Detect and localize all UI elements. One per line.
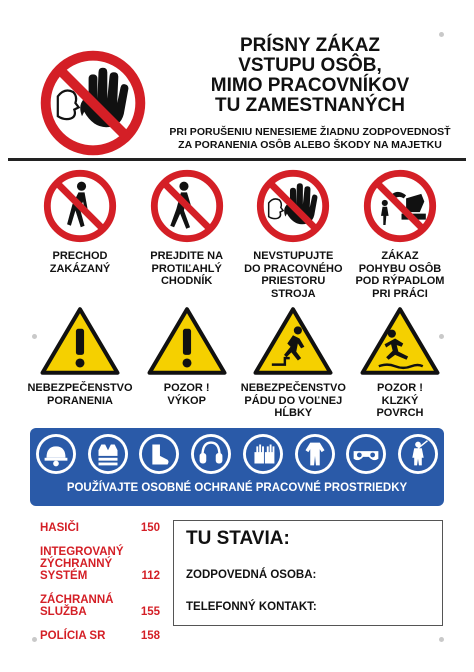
emergency-number: 155 [140, 606, 160, 618]
mounting-hole [32, 637, 37, 642]
header-subtitle-line: PRI PORUŠENIU NENESIEME ŽIADNU ZODPOVEDNOSŤ [169, 126, 451, 138]
caption-line: NEBEZPEČENSTVO [240, 382, 346, 394]
prohibition-sign-no-crossing [137, 168, 237, 300]
no-person-under-excavator-icon [362, 168, 438, 244]
ppe-panel [30, 428, 444, 506]
header-title-line: PRÍSNY ZÁKAZ [239, 35, 381, 56]
safety-vest-icon [88, 434, 128, 474]
caption-line: PRIESTORU [261, 275, 326, 287]
falling-person-warning-icon [252, 306, 334, 376]
caption-line: POZOR ! [163, 382, 210, 394]
warning-sign-slippery [350, 306, 450, 420]
warning-row [27, 306, 450, 420]
emergency-row [40, 546, 160, 582]
emergency-name-line: SLUŽBA [40, 606, 87, 618]
caption-line: POZOR ! [377, 382, 423, 394]
ppe-icon-row [36, 434, 438, 476]
header-title-line: MIMO PRACOVNÍKOV [210, 75, 410, 96]
coverall-icon [295, 434, 335, 474]
prohibition-caption [50, 250, 111, 275]
prohibition-caption [355, 250, 444, 300]
warning-sign-injury [27, 306, 133, 420]
warning-caption [164, 382, 210, 407]
caption-line: CHODNÍK [160, 275, 213, 287]
emergency-row [40, 594, 160, 618]
emergency-name [40, 630, 105, 642]
caption-line: STROJA [271, 287, 316, 300]
warning-sign-excavation [137, 306, 237, 420]
header-subtitle [160, 126, 460, 152]
emergency-number: 158 [140, 630, 160, 642]
emergency-name [40, 594, 113, 618]
header-title-line: TU ZAMESTNANÝCH [215, 95, 405, 116]
caption-line: KLZKÝ [381, 394, 419, 407]
prohibition-caption [244, 250, 342, 300]
prohibition-caption [150, 250, 223, 288]
warning-sign-fall [240, 306, 346, 420]
emergency-numbers [40, 522, 160, 642]
contact-box [173, 520, 443, 626]
caption-line: POHYBU OSÔB [358, 262, 442, 275]
emergency-name [40, 522, 79, 534]
caption-line: VÝKOP [167, 394, 206, 407]
caption-line: PORANENIA [47, 394, 114, 407]
exclamation-warning-icon [146, 306, 228, 376]
warning-caption [241, 382, 346, 420]
emergency-name-line: POLÍCIA SR [40, 630, 106, 642]
harness-icon [398, 434, 438, 474]
emergency-name [40, 546, 124, 582]
no-pedestrian-icon [42, 168, 118, 244]
caption-line: ZÁKAZ [381, 250, 419, 262]
safety-boot-icon [139, 434, 179, 474]
caption-line: PREJDITE NA [150, 250, 224, 262]
caption-line: HĹBKY [274, 407, 313, 419]
caption-line: PÁDU DO VOĽNEJ [244, 394, 343, 407]
caption-line: NEBEZPEČENSTVO [27, 382, 133, 394]
safety-goggles-icon [346, 434, 386, 474]
prohibition-sign-no-pedestrian [30, 168, 130, 300]
gloves-icon [243, 434, 283, 474]
ppe-caption: POUŽÍVAJTE OSOBNÉ OCHRANÉ PRACOVNÉ PROSTRIEDKY [66, 482, 408, 494]
mounting-hole [439, 637, 444, 642]
caption-line: PRI PRÁCI [372, 287, 428, 300]
caption-line: PROTIĽAHLÝ [151, 262, 222, 275]
prohibition-row [30, 168, 450, 300]
header-subtitle-line: ZA PORANENIA OSÔB ALEBO ŠKODY NA MAJETKU [178, 139, 442, 151]
no-entry-hand-icon [255, 168, 331, 244]
caption-line: DO PRACOVNÉHO [244, 262, 343, 275]
no-crossing-icon [149, 168, 225, 244]
responsible-person-label: ZODPOVEDNÁ OSOBA: [186, 569, 317, 581]
caption-line: PRECHOD [52, 250, 108, 262]
caption-line: POD RÝPADLOM [355, 275, 445, 287]
hard-hat-icon [36, 434, 76, 474]
caption-line: POVRCH [376, 407, 424, 419]
emergency-name-line: HASIČI [40, 522, 79, 534]
emergency-name-line: SYSTÉM [40, 570, 88, 582]
ear-protection-icon [191, 434, 231, 474]
emergency-number: 112 [141, 570, 160, 582]
exclamation-warning-icon [39, 306, 121, 376]
caption-line: ZAKÁZANÝ [49, 262, 111, 275]
emergency-row [40, 522, 160, 534]
caption-line: NEVSTUPUJTE [253, 250, 334, 262]
emergency-row [40, 630, 160, 642]
prohibition-sign-no-person-under-excavator [350, 168, 450, 300]
stop-hand-prohibition-icon [38, 48, 148, 158]
slippery-surface-warning-icon [359, 306, 441, 376]
emergency-name-line: INTEGROVANÝ [40, 546, 124, 558]
phone-contact-label: TELEFONNÝ KONTAKT: [186, 601, 317, 613]
header-title-line: VSTUPU OSÔB, [238, 55, 382, 76]
emergency-number: 150 [140, 522, 160, 534]
warning-caption [27, 382, 132, 407]
header-title [160, 36, 460, 116]
emergency-name-line: ZÝCHRANNÝ [40, 558, 113, 570]
contact-title: TU STAVIA: [186, 528, 290, 549]
header-divider [8, 158, 466, 161]
prohibition-sign-no-entry-hand [243, 168, 343, 300]
emergency-name-line: ZÁCHRANNÁ [40, 594, 114, 606]
warning-caption [376, 382, 423, 420]
